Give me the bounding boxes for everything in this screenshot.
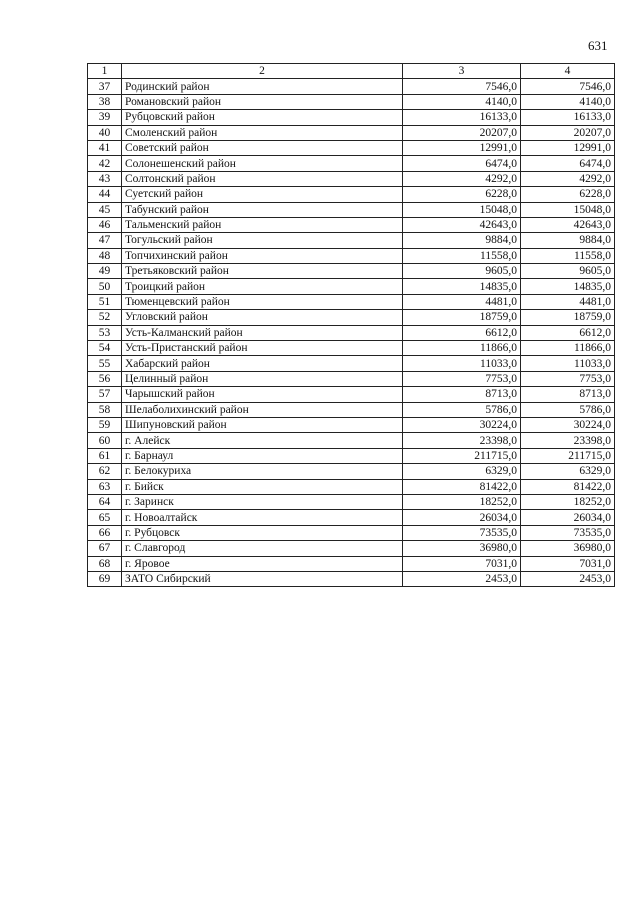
value-col-4-cell: 16133,0	[521, 110, 615, 125]
district-name-cell: Тогульский район	[122, 233, 403, 248]
district-name-cell: г. Заринск	[122, 494, 403, 509]
value-col-3-cell: 11033,0	[403, 356, 521, 371]
row-number-cell: 69	[88, 571, 122, 586]
value-col-3-cell: 11866,0	[403, 341, 521, 356]
value-col-3-cell: 20207,0	[403, 125, 521, 140]
row-number-cell: 40	[88, 125, 122, 140]
district-name-cell: г. Барнаул	[122, 448, 403, 463]
district-name-cell: Троицкий район	[122, 279, 403, 294]
value-col-3-cell: 6474,0	[403, 156, 521, 171]
district-name-cell: Суетский район	[122, 187, 403, 202]
value-col-4-cell: 73535,0	[521, 525, 615, 540]
table-row	[88, 187, 615, 202]
row-number-cell: 55	[88, 356, 122, 371]
value-col-4-cell: 8713,0	[521, 387, 615, 402]
district-name-cell: г. Славгород	[122, 541, 403, 556]
header-cell-col-2: 2	[122, 64, 403, 79]
page-number: 631	[588, 38, 608, 53]
value-col-4-cell: 211715,0	[521, 448, 615, 463]
value-col-4-cell: 23398,0	[521, 433, 615, 448]
table-row	[88, 402, 615, 417]
value-col-3-cell: 9605,0	[403, 264, 521, 279]
row-number-cell: 45	[88, 202, 122, 217]
table-row	[88, 110, 615, 125]
table-row	[88, 217, 615, 232]
district-name-cell: Рубцовский район	[122, 110, 403, 125]
table-row	[88, 510, 615, 525]
value-col-3-cell: 73535,0	[403, 525, 521, 540]
district-name-cell: Романовский район	[122, 94, 403, 109]
table-row	[88, 417, 615, 432]
value-col-3-cell: 211715,0	[403, 448, 521, 463]
value-col-3-cell: 4140,0	[403, 94, 521, 109]
district-name-cell: Родинский район	[122, 79, 403, 94]
district-name-cell: Чарышский район	[122, 387, 403, 402]
table-row	[88, 294, 615, 309]
district-name-cell: Шипуновский район	[122, 417, 403, 432]
value-col-3-cell: 23398,0	[403, 433, 521, 448]
value-col-3-cell: 26034,0	[403, 510, 521, 525]
district-name-cell: Усть-Калманский район	[122, 325, 403, 340]
value-col-3-cell: 36980,0	[403, 541, 521, 556]
value-col-4-cell: 6228,0	[521, 187, 615, 202]
row-number-cell: 56	[88, 371, 122, 386]
row-number-cell: 61	[88, 448, 122, 463]
table-row	[88, 356, 615, 371]
district-name-cell: г. Рубцовск	[122, 525, 403, 540]
value-col-4-cell: 4292,0	[521, 171, 615, 186]
value-col-3-cell: 42643,0	[403, 217, 521, 232]
district-name-cell: Тальменский район	[122, 217, 403, 232]
table-row	[88, 202, 615, 217]
header-cell-col-1: 1	[88, 64, 122, 79]
row-number-cell: 68	[88, 556, 122, 571]
value-col-4-cell: 2453,0	[521, 571, 615, 586]
row-number-cell: 38	[88, 94, 122, 109]
row-number-cell: 62	[88, 464, 122, 479]
row-number-cell: 39	[88, 110, 122, 125]
table-row	[88, 341, 615, 356]
row-number-cell: 44	[88, 187, 122, 202]
value-col-4-cell: 6329,0	[521, 464, 615, 479]
row-number-cell: 59	[88, 417, 122, 432]
row-number-cell: 64	[88, 494, 122, 509]
table-row	[88, 525, 615, 540]
district-name-cell: Топчихинский район	[122, 248, 403, 263]
row-number-cell: 66	[88, 525, 122, 540]
value-col-3-cell: 12991,0	[403, 140, 521, 155]
value-col-4-cell: 7546,0	[521, 79, 615, 94]
district-name-cell: Смоленский район	[122, 125, 403, 140]
value-col-3-cell: 14835,0	[403, 279, 521, 294]
district-name-cell: Третьяковский район	[122, 264, 403, 279]
value-col-4-cell: 6474,0	[521, 156, 615, 171]
table-row	[88, 79, 615, 94]
value-col-3-cell: 8713,0	[403, 387, 521, 402]
value-col-4-cell: 26034,0	[521, 510, 615, 525]
district-name-cell: Хабарский район	[122, 356, 403, 371]
district-name-cell: Солонешенский район	[122, 156, 403, 171]
table-row	[88, 479, 615, 494]
district-name-cell: Табунский район	[122, 202, 403, 217]
value-col-3-cell: 18759,0	[403, 310, 521, 325]
row-number-cell: 53	[88, 325, 122, 340]
value-col-4-cell: 11558,0	[521, 248, 615, 263]
table-row	[88, 156, 615, 171]
district-name-cell: г. Новоалтайск	[122, 510, 403, 525]
value-col-4-cell: 7031,0	[521, 556, 615, 571]
value-col-3-cell: 16133,0	[403, 110, 521, 125]
row-number-cell: 65	[88, 510, 122, 525]
row-number-cell: 37	[88, 79, 122, 94]
table-row	[88, 233, 615, 248]
district-name-cell: Советский район	[122, 140, 403, 155]
value-col-3-cell: 4292,0	[403, 171, 521, 186]
value-col-4-cell: 11033,0	[521, 356, 615, 371]
row-number-cell: 58	[88, 402, 122, 417]
value-col-4-cell: 11866,0	[521, 341, 615, 356]
row-number-cell: 41	[88, 140, 122, 155]
value-col-4-cell: 18252,0	[521, 494, 615, 509]
table-row	[88, 125, 615, 140]
value-col-4-cell: 42643,0	[521, 217, 615, 232]
value-col-3-cell: 7031,0	[403, 556, 521, 571]
row-number-cell: 63	[88, 479, 122, 494]
header-cell-col-4: 4	[521, 64, 615, 79]
value-col-4-cell: 15048,0	[521, 202, 615, 217]
data-table	[87, 63, 615, 587]
table-row	[88, 387, 615, 402]
value-col-3-cell: 6612,0	[403, 325, 521, 340]
table-row	[88, 571, 615, 586]
district-name-cell: Усть-Пристанский район	[122, 341, 403, 356]
value-col-4-cell: 4481,0	[521, 294, 615, 309]
header-cell-col-3: 3	[403, 64, 521, 79]
row-number-cell: 49	[88, 264, 122, 279]
value-col-4-cell: 4140,0	[521, 94, 615, 109]
value-col-3-cell: 4481,0	[403, 294, 521, 309]
value-col-3-cell: 6329,0	[403, 464, 521, 479]
table-row	[88, 140, 615, 155]
value-col-3-cell: 18252,0	[403, 494, 521, 509]
table-row	[88, 448, 615, 463]
value-col-4-cell: 7753,0	[521, 371, 615, 386]
header-row	[88, 64, 615, 79]
district-name-cell: Солтонский район	[122, 171, 403, 186]
table-row	[88, 541, 615, 556]
value-col-3-cell: 5786,0	[403, 402, 521, 417]
district-name-cell: Тюменцевский район	[122, 294, 403, 309]
value-col-4-cell: 12991,0	[521, 140, 615, 155]
table-row	[88, 248, 615, 263]
value-col-4-cell: 36980,0	[521, 541, 615, 556]
value-col-4-cell: 18759,0	[521, 310, 615, 325]
table-row	[88, 94, 615, 109]
table-row	[88, 171, 615, 186]
district-name-cell: Целинный район	[122, 371, 403, 386]
district-name-cell: Угловский район	[122, 310, 403, 325]
row-number-cell: 42	[88, 156, 122, 171]
value-col-4-cell: 20207,0	[521, 125, 615, 140]
district-name-cell: г. Алейск	[122, 433, 403, 448]
table-body	[88, 79, 615, 587]
value-col-4-cell: 81422,0	[521, 479, 615, 494]
value-col-3-cell: 30224,0	[403, 417, 521, 432]
value-col-3-cell: 81422,0	[403, 479, 521, 494]
row-number-cell: 57	[88, 387, 122, 402]
value-col-4-cell: 9884,0	[521, 233, 615, 248]
row-number-cell: 48	[88, 248, 122, 263]
district-name-cell: г. Бийск	[122, 479, 403, 494]
row-number-cell: 47	[88, 233, 122, 248]
value-col-3-cell: 9884,0	[403, 233, 521, 248]
table-row	[88, 464, 615, 479]
value-col-4-cell: 6612,0	[521, 325, 615, 340]
table-row	[88, 494, 615, 509]
value-col-4-cell: 14835,0	[521, 279, 615, 294]
value-col-3-cell: 15048,0	[403, 202, 521, 217]
table-row	[88, 325, 615, 340]
row-number-cell: 51	[88, 294, 122, 309]
row-number-cell: 52	[88, 310, 122, 325]
value-col-4-cell: 9605,0	[521, 264, 615, 279]
value-col-4-cell: 5786,0	[521, 402, 615, 417]
row-number-cell: 46	[88, 217, 122, 232]
district-name-cell: Шелаболихинский район	[122, 402, 403, 417]
district-name-cell: г. Белокуриха	[122, 464, 403, 479]
table-row	[88, 310, 615, 325]
value-col-4-cell: 30224,0	[521, 417, 615, 432]
table-row	[88, 433, 615, 448]
table-row	[88, 371, 615, 386]
value-col-3-cell: 11558,0	[403, 248, 521, 263]
table-row	[88, 556, 615, 571]
district-name-cell: ЗАТО Сибирский	[122, 571, 403, 586]
table-row	[88, 264, 615, 279]
value-col-3-cell: 2453,0	[403, 571, 521, 586]
district-name-cell: г. Яровое	[122, 556, 403, 571]
row-number-cell: 43	[88, 171, 122, 186]
value-col-3-cell: 6228,0	[403, 187, 521, 202]
value-col-3-cell: 7753,0	[403, 371, 521, 386]
row-number-cell: 67	[88, 541, 122, 556]
row-number-cell: 50	[88, 279, 122, 294]
row-number-cell: 54	[88, 341, 122, 356]
value-col-3-cell: 7546,0	[403, 79, 521, 94]
row-number-cell: 60	[88, 433, 122, 448]
table-row	[88, 279, 615, 294]
